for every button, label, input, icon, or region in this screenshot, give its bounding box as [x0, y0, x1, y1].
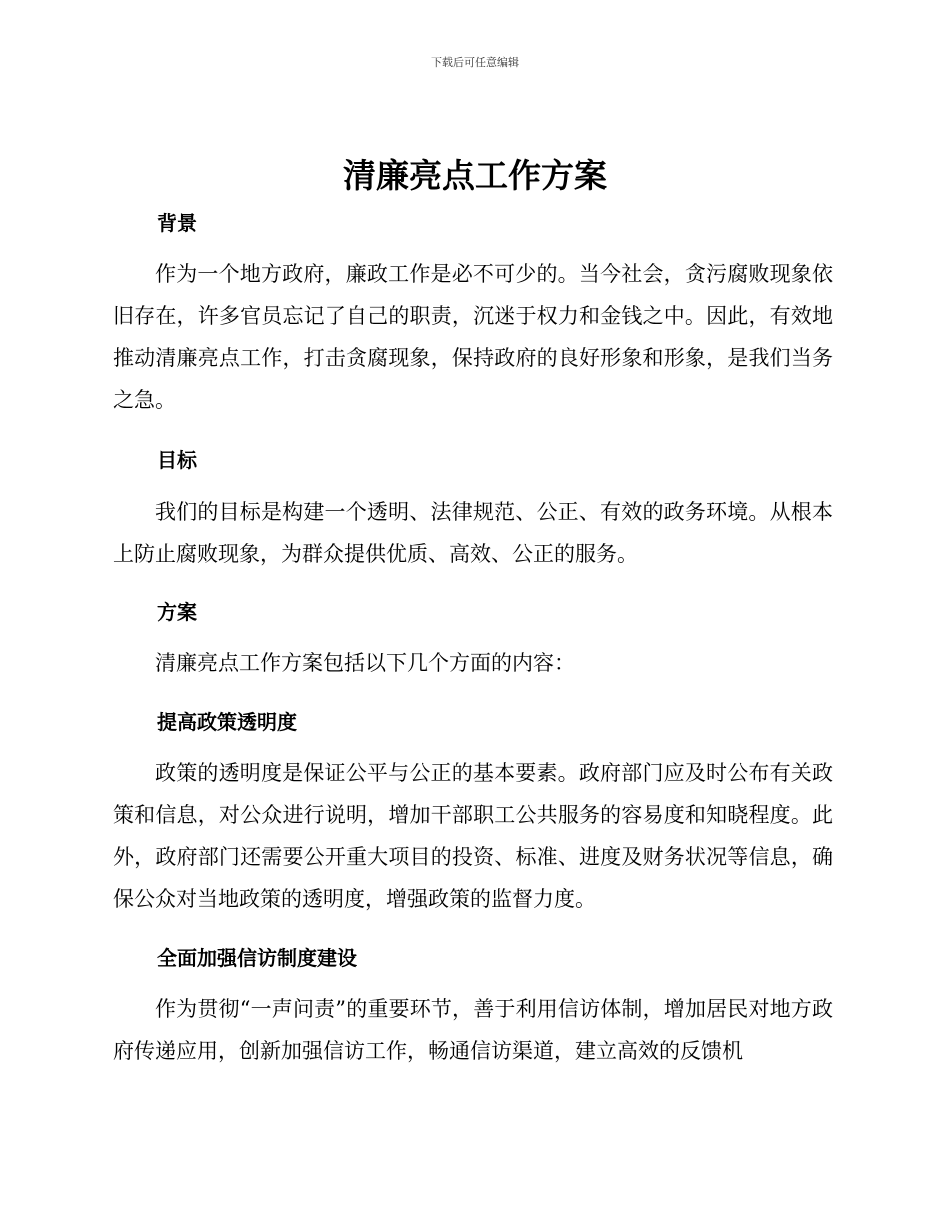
section-body-petition: 作为贯彻“一声问责”的重要环节，善于利用信访体制，增加居民对地方政府传递应用，创新加强信访工作，畅通信访渠道，建立高效的反馈机 [113, 997, 833, 1063]
section-heading-petition: 全面加强信访制度建设 [157, 946, 357, 970]
section-heading-plan: 方案 [157, 600, 197, 624]
section-body-background: 作为一个地方政府，廉政工作是必不可少的。当今社会，贪污腐败现象依旧存在，许多官员忘记了自己的职责，沉迷于权力和金钱之中。因此，有效地推动清廉亮点工作，打击贪腐现象，保持政府的良好形象和形象，是我们当务之急。 [113, 262, 833, 412]
section-heading-background: 背景 [157, 211, 197, 235]
section-body-goal: 我们的目标是构建一个透明、法律规范、公正、有效的政务环境。从根本上防止腐败现象，为群众提供优质、高效、公正的服务。 [113, 500, 833, 566]
section-body-transparency: 政策的透明度是保证公平与公正的基本要素。政府部门应及时公布有关政策和信息，对公众进行说明，增加干部职工公共服务的容易度和知晓程度。此外，政府部门还需要公开重大项目的投资、标准、进度及财务状况等信息，确保公众对当地政策的透明度，增强政策的监督力度。 [113, 761, 833, 911]
section-heading-goal: 目标 [157, 448, 197, 472]
document-title: 清廉亮点工作方案 [343, 156, 607, 195]
header-note: 下载后可任意编辑 [431, 56, 519, 69]
section-body-plan: 清廉亮点工作方案包括以下几个方面的内容： [155, 651, 575, 675]
section-heading-transparency: 提高政策透明度 [157, 710, 297, 734]
